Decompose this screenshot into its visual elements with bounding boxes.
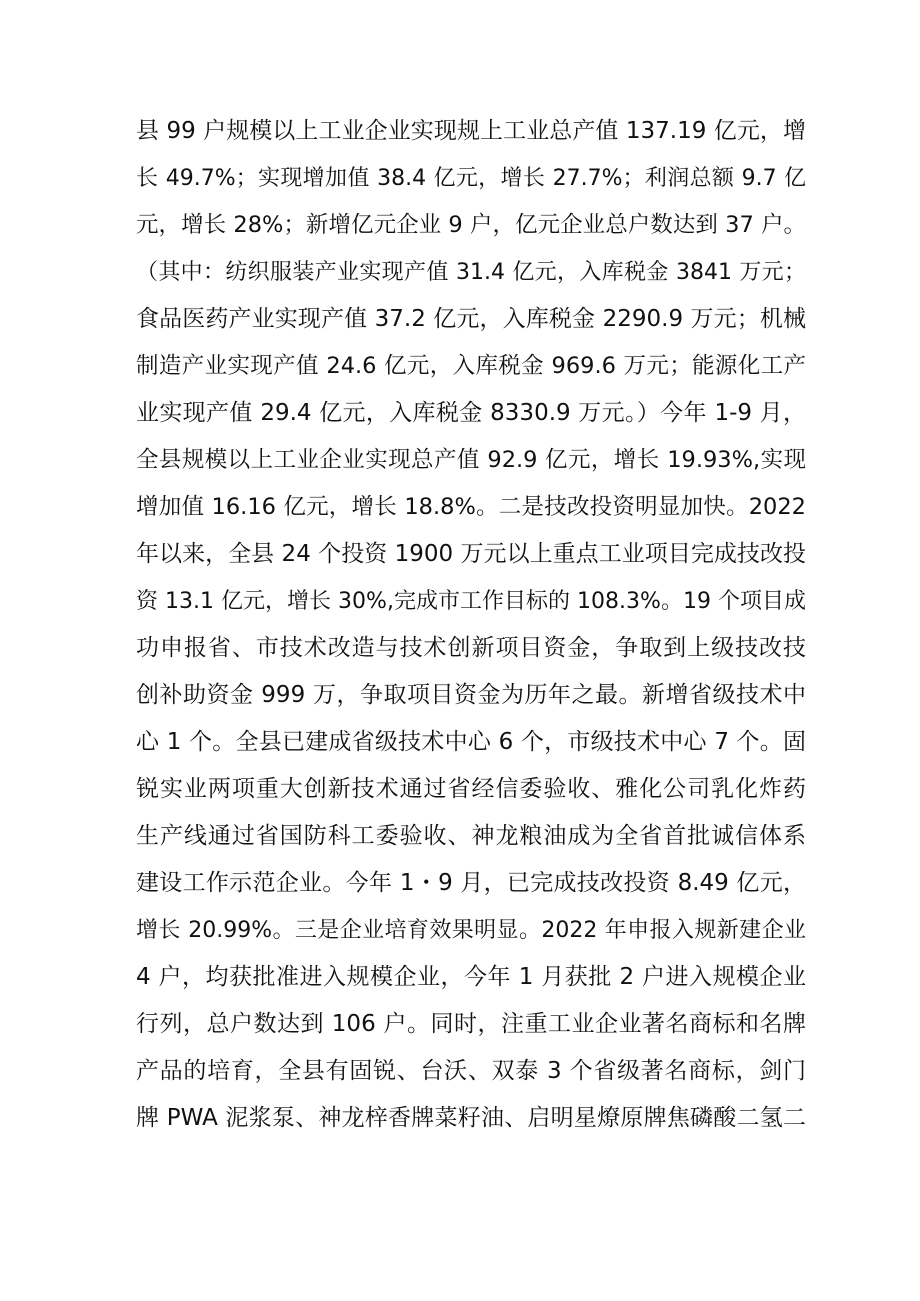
- text-line: 长 49.7%；实现增加值 38.4 亿元，增长 27.7%；利润总额 9.7 亿: [136, 166, 806, 191]
- text-line: 产品的培育，全县有固锐、台沃、双泰 3 个省级著名商标，剑门: [136, 1058, 806, 1084]
- text-line: 全县规模以上工业企业实现总产值 92.9 亿元，增长 19.93%,实现: [136, 447, 806, 473]
- text-line: 元，增长 28%；新增亿元企业 9 户，亿元企业总户数达到 37 户。: [136, 212, 806, 238]
- text-line: 功申报省、市技术改造与技术创新项目资金，争取到上级技改技: [136, 635, 806, 661]
- text-line: 行列，总户数达到 106 户。同时，注重工业企业著名商标和名牌: [136, 1011, 806, 1037]
- text-line: 增长 20.99%。三是企业培育效果明显。2022 年申报入规新建企业: [136, 918, 806, 943]
- text-line: 制造产业实现产值 24.6 亿元，入库税金 969.6 万元；能源化工产: [136, 353, 806, 379]
- text-line: 锐实业两项重大创新技术通过省经信委验收、雅化公司乳化炸药: [136, 776, 806, 802]
- text-line: 县 99 户规模以上工业企业实现规上工业总产值 137.19 亿元，增: [136, 118, 806, 144]
- text-line: 创补助资金 999 万，争取项目资金为历年之最。新增省级技术中: [136, 682, 806, 708]
- text-line: 年以来，全县 24 个投资 1900 万元以上重点工业项目完成技改投: [136, 541, 806, 567]
- text-line: 4 户，均获批准进入规模企业，今年 1 月获批 2 户进入规模企业: [136, 964, 806, 990]
- text-line: 食品医药产业实现产值 37.2 亿元，入库税金 2290.9 万元；机械: [136, 306, 806, 332]
- text-line: 增加值 16.16 亿元，增长 18.8%。二是技改投资明显加快。2022: [136, 494, 806, 520]
- text-line: 牌 PWA 泥浆泵、神龙梓香牌菜籽油、启明星燎原牌焦磷酸二氢二: [136, 1105, 806, 1131]
- body-paragraph: [136, 108, 806, 1142]
- text-line: 生产线通过省国防科工委验收、神龙粮油成为全省首批诚信体系: [136, 823, 806, 849]
- text-line: 心 1 个。全县已建成省级技术中心 6 个，市级技术中心 7 个。固: [136, 729, 806, 755]
- text-line: 建设工作示范企业。今年 1・9 月，已完成技改投资 8.49 亿元，: [136, 870, 806, 896]
- text-line: 业实现产值 29.4 亿元，入库税金 8330.9 万元。）今年 1-9 月，: [136, 400, 806, 426]
- text-line: （其中：纺织服装产业实现产值 31.4 亿元，入库税金 3841 万元；: [136, 260, 806, 285]
- text-line: 资 13.1 亿元，增长 30%,完成市工作目标的 108.3%。19 个项目成: [136, 589, 806, 614]
